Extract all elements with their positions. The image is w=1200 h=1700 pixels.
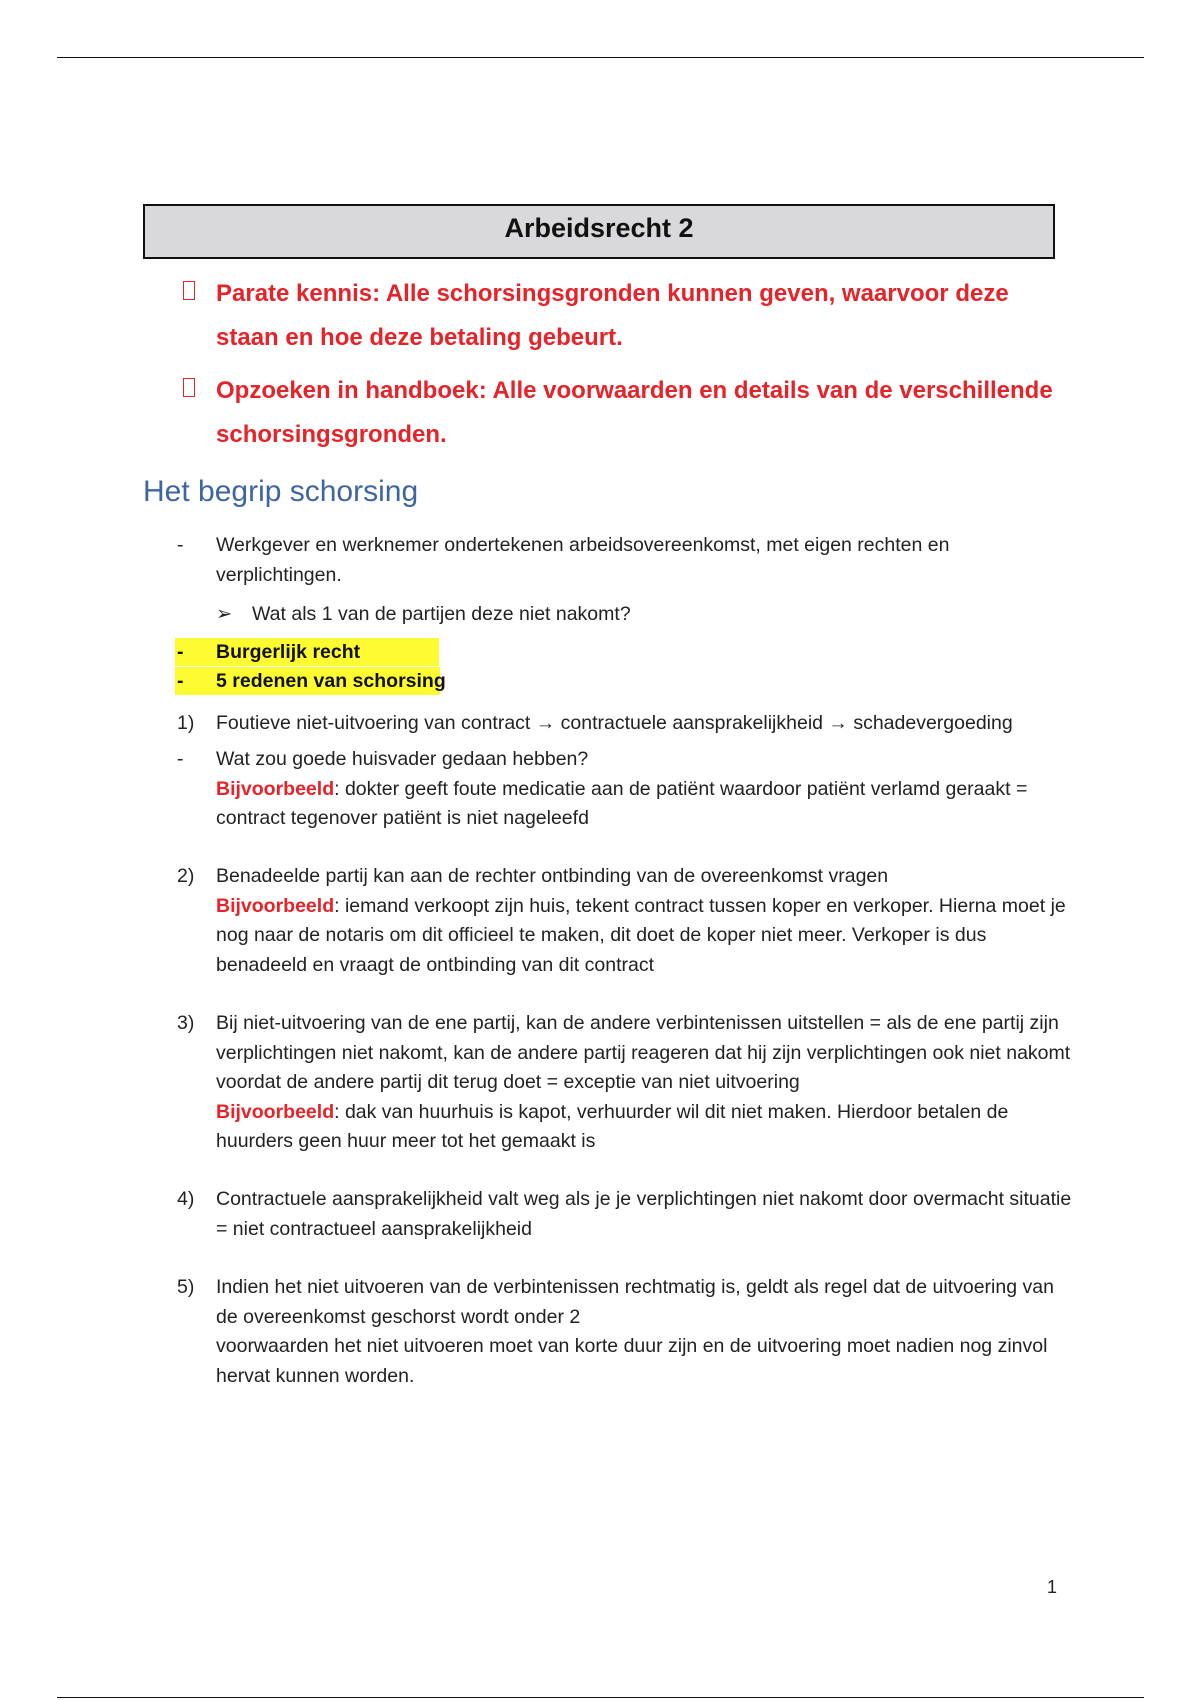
example-label: Bijvoorbeeld <box>216 1100 335 1123</box>
page-number: 1 <box>1046 1577 1057 1597</box>
list-item-text: Contractuele aansprakelijkheid valt weg als je je verplichtingen niet nakomt door overmacht situatie = niet contractueel aansprakelijkheid <box>216 1188 1072 1240</box>
alert-text: Parate kennis: Alle schorsingsgronden kunnen geven, waarvoor deze staan en hoe deze betaling gebeurt. <box>216 280 1009 351</box>
list-item-text-continued: voorwaarden het niet uitvoeren moet van korte duur zijn en de uitvoering moet nadien nog zinvol hervat kunnen worden. <box>216 1335 1048 1387</box>
footer-rule <box>57 1697 1144 1698</box>
list-item-text: Werkgever en werknemer ondertekenen arbeidsovereenkomst, met eigen rechten en verplichtingen. <box>216 534 950 586</box>
arrow-bullet-icon: ➢ <box>216 603 233 625</box>
list-item-text: Burgerlijk recht <box>216 641 361 663</box>
alert-text: Opzoeken in handboek: Alle voorwaarden en details van de verschillende schorsingsgronden. <box>216 377 1053 448</box>
item-number: 1) <box>177 712 195 734</box>
item-number: 5) <box>177 1276 195 1298</box>
header-rule <box>57 57 1144 58</box>
list-item-text: Indien het niet uitvoeren van de verbintenissen rechtmatig is, geldt als regel dat de uitvoering van de overeenkomst geschorst wordt onder 2 <box>216 1276 1054 1328</box>
list-item-text: Bij niet-uitvoering van de ene partij, kan de andere verbintenissen uitstellen = als de ene partij zijn verplichtingen niet nakomt, kan de andere partij reageren dat hij zijn verplichtingen ook niet nakomt voordat de andere partij dit terug doet = exceptie van niet uitvoering <box>216 1012 1071 1093</box>
example-text: : dokter geeft foute medicatie aan de patiënt waardoor patiënt verlamd geraakt = contract tegenover patiënt is niet nageleefd <box>216 777 1028 829</box>
checkbox-icon <box>183 281 195 300</box>
section-heading: Het begrip schorsing <box>143 475 419 508</box>
list-item-text: Wat zou goede huisvader gedaan hebben? <box>216 748 589 770</box>
list-item-body <box>216 1009 1076 1157</box>
list-item-body <box>216 862 1076 980</box>
checkbox-icon <box>183 378 195 397</box>
example-label: Bijvoorbeeld <box>216 894 335 917</box>
example-paragraph <box>216 775 1076 834</box>
list-item-body <box>216 745 1076 834</box>
example-text: : dak van huurhuis is kapot, verhuurder wil dit niet maken. Hierdoor betalen de huurders geen huur meer tot het gemaakt is <box>216 1100 1009 1152</box>
dash-bullet: - <box>177 641 184 663</box>
example-label: Bijvoorbeeld <box>216 777 335 800</box>
example-paragraph <box>216 892 1076 981</box>
example-paragraph <box>216 1098 1076 1157</box>
dash-bullet: - <box>177 670 184 692</box>
dash-bullet: - <box>177 534 184 556</box>
list-item-body <box>216 1273 1076 1391</box>
dash-bullet: - <box>177 748 184 770</box>
example-text: : iemand verkoopt zijn huis, tekent contract tussen koper en verkoper. Hierna moet je nog naar de notaris om dit officieel te maken, dit doet de koper niet meer. Verkoper is dus benadeeld en vraagt de ontbinding van dit contract <box>216 894 1066 976</box>
item-number: 3) <box>177 1012 195 1034</box>
document-title: Arbeidsrecht 2 <box>143 204 1055 259</box>
list-item-text: Benadeelde partij kan aan de rechter ontbinding van de overeenkomst vragen <box>216 865 889 887</box>
list-item-text: 5 redenen van schorsing <box>216 670 446 692</box>
item-number: 4) <box>177 1188 195 1210</box>
list-item-text: Foutieve niet-uitvoering van contract → contractuele aansprakelijkheid → schadevergoeding <box>216 712 1013 734</box>
list-item-text: Wat als 1 van de partijen deze niet nakomt? <box>252 603 631 625</box>
item-number: 2) <box>177 865 195 887</box>
